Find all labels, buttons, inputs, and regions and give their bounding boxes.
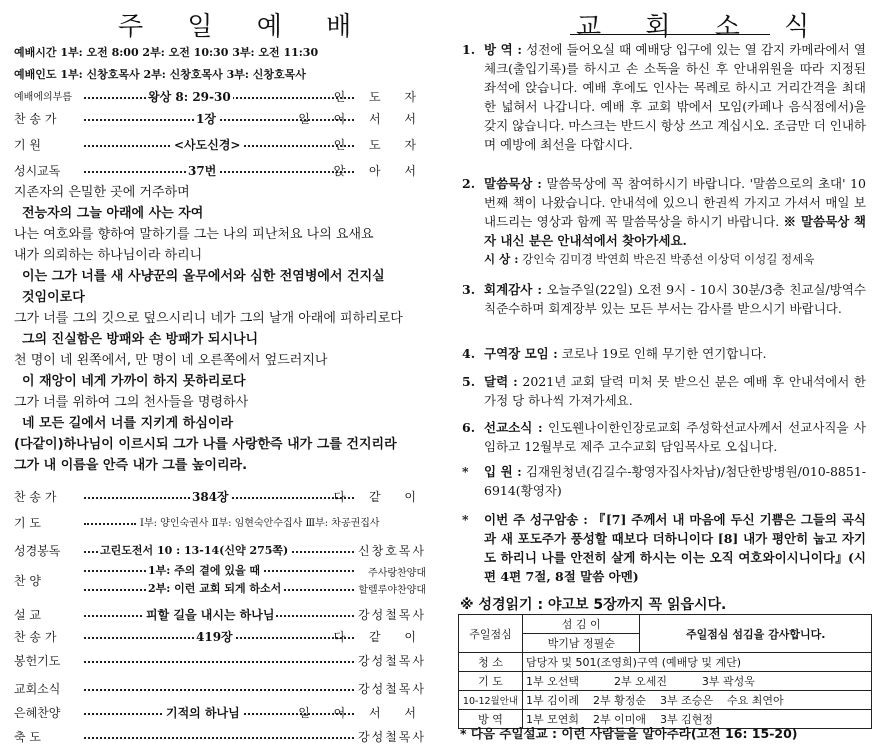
table-row: 방 역 1부 모연희 2부 이미애 3부 김현정 <box>459 710 872 729</box>
news-title: 교 회 소 식 <box>576 12 828 42</box>
responsive-reading: 지존자의 은밀한 곳에 거주하며 전능자의 그늘 아래에 사는 자여 나는 여호와를 향하여 말하기를 그는 나의 피난처요 나의 요새요 내가 의뢰하는 하나님이라 하리니 이는 그가 너를 새 사냥꾼의 올무에서와 심한 전염병에서 건지실 것임이로다 그가 너를 그의 깃으로 덮으시리니 네가 그의 날개 아래에 피하리로다 그의 진실함은 방패와 손 방패가 되시나니 천 명이 네 왼쪽에서, 만 명이 네 오른쪽에서 엎드러지나 이 재앙이 네게 가까이 하지 못하리로다 그가 너를 위하여 그의 천사들을 명령하사 네 모든 길에서 너를 지키게 하심이라 (다같이)하나님이 이르시되 그가 나를 사랑한즉 내가 그를 건지리라 그가 내 이름을 안즉 내가 그를 높이리라. <box>14 185 403 473</box>
table-row: 청 소 담당자 및 501(조영희)구역 (예배당 및 계단) <box>459 653 872 672</box>
order-row: 은혜찬양 기적의 하나님 일 어 서 서 <box>14 706 426 720</box>
worship-times: 예배시간 1부: 오전 8:00 2부: 오전 10:30 3부: 오전 11:30 <box>14 46 319 59</box>
worship-leaders: 예배인도 1부: 신창호목사 2부: 신창호목사 3부: 신창호목사 <box>14 68 306 81</box>
order-row: 성시교독 37번 앉 아 서 <box>14 164 426 178</box>
bible-reading: ※ 성경읽기 : 야고보 5장까지 꼭 읽읍시다. <box>460 597 727 613</box>
news-item: 6. 선교소식 : 인도웬나이한인장로교회 주성학선교사께서 선교사직을 사임하고 12월부로 제주 고수교회 담임목사로 오십니다. <box>462 420 866 454</box>
order-row: 찬 양 1부: 주의 곁에 있을 때 주사랑찬양대 2부: 이런 교회 되게 하소서 할렐루야찬양대 <box>14 564 426 596</box>
order-row: 성경봉독 고린도전서 10 : 13-14(신약 275쪽) 신창호목사 <box>14 544 426 558</box>
order-row: 축 도 강성철목사 <box>14 730 426 744</box>
news-item: 시 상 : 강인숙 김미경 박연희 박은진 박종선 이상덕 이성길 정세욱 <box>484 252 815 266</box>
order-row: 기 원 <사도신경> 인 도 자 <box>14 138 426 152</box>
worship-title: 주 일 예 배 <box>118 12 370 42</box>
order-row: 찬 송 가 384장 다 같 이 <box>14 490 426 504</box>
news-item: 2. 말씀묵상 : 말씀묵상에 꼭 참여하시기 바랍니다. '말씀으로의 초대' 10번째 책이 나왔습니다. 안내석에 있으니 한권씩 가지고 가셔서 매일 보내드리는 영상과 함께 꼭 말씀묵상을 하시기 바랍니다. ※ 말씀묵상 책자 내신 분은 안내석에서 찾아가세요. <box>462 176 866 248</box>
church-news-column <box>448 0 880 746</box>
order-row: 교회소식 강성철목사 <box>14 682 426 696</box>
next-sermon: * 다음 주일설교 : 이런 사람들을 알아주라(고전 16: 15-20) <box>460 726 798 741</box>
news-item: 1. 방 역 : 성전에 들어오실 때 예배당 입구에 있는 열 감지 카메라에서 열 체크(출입기록)를 하시고 손 소독을 하신 후 안내위원을 따라 지정된 좌석에 앉습니다. 예배 후에도 인사는 목례로 하시고 거리간격을 최대한 넓혀서 나갑니다. 예배 후 교회 밖에서 모임(카페나 음식점에서)을 갖지 않습니다. 마스크는 반드시 항상 쓰고 계십시오. 조금만 더 인내하며 예방에 최선을 다합시다. <box>462 42 866 152</box>
news-item: 4. 구역장 모임 : 코로나 19로 인해 무기한 연기합니다. <box>462 346 767 361</box>
news-item: 5. 달력 : 2021년 교회 달력 미처 못 받으신 분은 예배 후 안내석에서 한 가정 당 하나씩 가져가세요. <box>462 374 866 408</box>
duty-table: 주일점심 섬 김 이 주일점심 섬김을 감사합니다. 박기남 정필순 청 소 담당자 및 501(조영희)구역 (예배당 및 계단) 기 도 1부 오선택 2부 오세진 3부 곽성욱 10-12월안내 1부 김이례 2부 황정순 3부 조승은 수요 최연아 방 역 1부 모연희 2부 이미애 3부 김현정 <box>458 614 872 729</box>
news-item: * 입 원 : 김재원청년(김길수-황영자집사차남)/첨단한방병원/010-8851-6914(황영자) <box>462 464 866 498</box>
order-row: 찬 송 가 419장 다 같 이 <box>14 630 426 644</box>
order-row: 찬 송 가 1장 일 어 서 서 <box>14 112 426 126</box>
order-row: 봉헌기도 강성철목사 <box>14 654 426 668</box>
order-row: 기 도 Ⅰ부: 양인숙권사 Ⅱ부: 임현숙안수집사 Ⅲ부: 차공권집사 <box>14 516 380 530</box>
table-row: 10-12월안내 1부 김이례 2부 황정순 3부 조승은 수요 최연아 <box>459 691 872 710</box>
news-item: 3. 회계감사 : 오늘주일(22일) 오전 9시 - 10시 30분/3층 친교실/방역수칙준수하며 회계장부 있는 모든 부서는 감사를 받으시기 바랍니다. <box>462 282 866 316</box>
title-underline <box>570 34 770 35</box>
order-row: 설 교 피할 길을 내시는 하나님 강성철목사 <box>14 608 426 622</box>
table-row: 기 도 1부 오선택 2부 오세진 3부 곽성욱 <box>459 672 872 691</box>
news-item: * 이번 주 성구암송 : 『[7] 주께서 내 마음에 두신 기쁨은 그들의 곡식과 새 포도주가 풍성할 때보다 더하니이다 [8] 내가 평안히 눕고 자기도 하리니 나를 안전히 살게 하시는 이는 오직 여호와이시니이다』(시편 4편 7절, 8절 말씀 아멘) <box>462 512 867 584</box>
order-row: 예배에의부름 왕상 8: 29-30 인 도 자 <box>14 90 426 104</box>
